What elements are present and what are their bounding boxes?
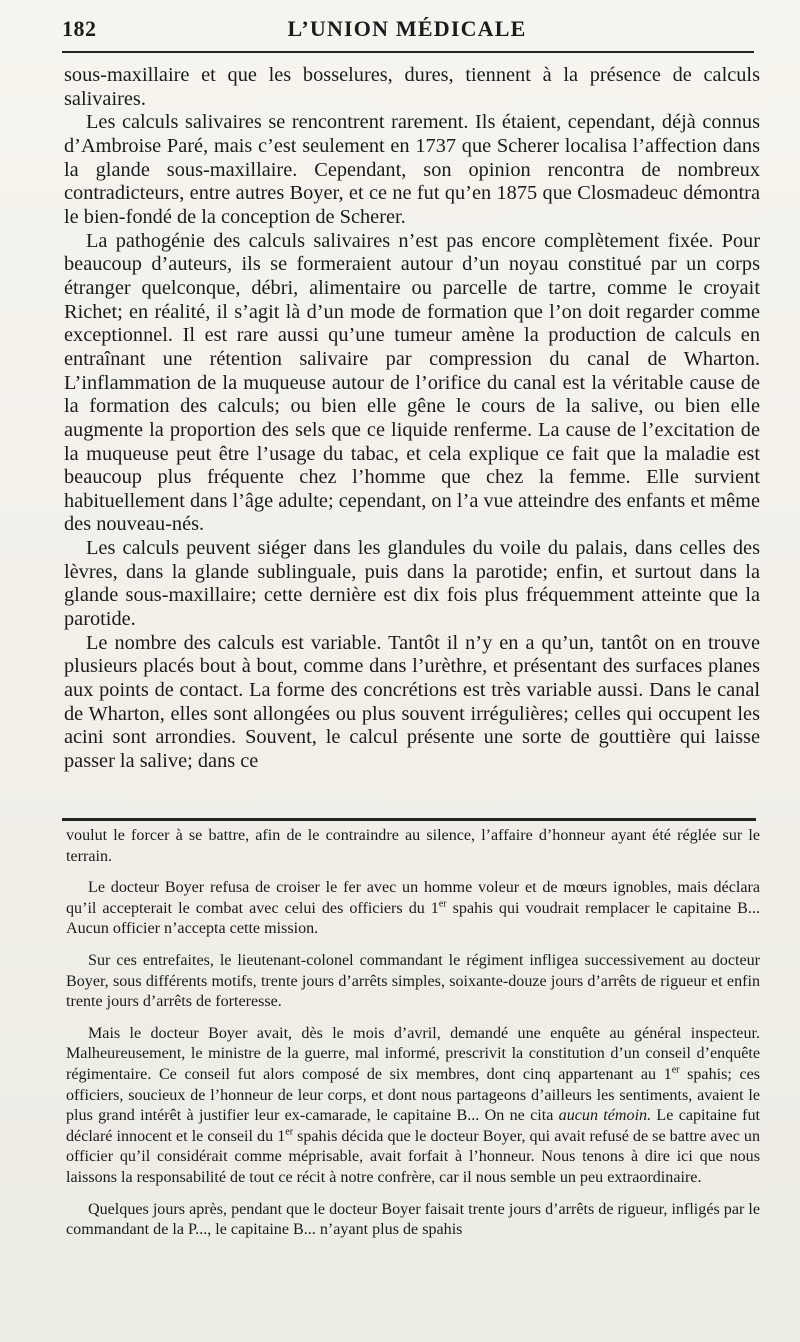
feuilleton-text-run: Mais le docteur Boyer avait, dès le mois d’avril, demandé une enquête au général inspecteur. Malheureusement, le ministre de la guerre, mal informé, prescrivit la constitution d’un conseil d’enquête régimentaire. Ce conseil fut alors composé de six membres, dont cinq appartenant au 1: [66, 1024, 760, 1083]
article-paragraph: Les calculs salivaires se rencontrent rarement. Ils étaient, cependant, déjà connus d’Ambroise Paré, mais c’est seulement en 1737 que Scherer localisa l’affection dans la glande sous-maxillaire. Cependant, son opinion rencontra de nombreux contradicteurs, entre autres Boyer, et ce ne fut qu’en 1875 que Closmadeuc démontra le bien-fondé de la conception de Scherer.: [64, 111, 760, 228]
page-number: 182: [62, 16, 97, 41]
italic-emphasis: aucun témoin.: [558, 1107, 652, 1125]
feuilleton-text-run: Le capitaine fut déclaré innocent et le conseil du 1: [66, 1107, 760, 1145]
article-paragraph: Les calculs peuvent siéger dans les glandules du voile du palais, dans celles des lèvres, dans la glande sublinguale, puis dans la parotide; enfin, et surtout dans la glande sous-maxillaire; cette dernière est dix fois plus fréquemment atteinte que la parotide.: [64, 537, 760, 631]
running-title: L’UNION MÉDICALE: [287, 16, 527, 41]
feuilleton-paragraph: Quelques jours après, pendant que le docteur Boyer faisait trente jours d’arrêts de rigueur, infligés par le commandant de la P..., le capitaine B... n’ayant plus de spahis: [66, 1200, 760, 1239]
ordinal-superscript: er: [438, 898, 447, 910]
ordinal-superscript: er: [671, 1064, 680, 1076]
feuilleton-rule: [62, 818, 756, 821]
ordinal-superscript: er: [285, 1126, 294, 1138]
feuilleton-paragraph: [66, 1024, 760, 1189]
page-header: [62, 12, 752, 50]
feuilleton-paragraph: Sur ces entrefaites, le lieutenant-colonel commandant le régiment infligea successivement au docteur Boyer, sous différents motifs, trente jours d’arrêts simples, soixante-douze jours d’arrêts de rigueur et enfin trente jours d’arrêts de forteresse.: [66, 951, 760, 1011]
feuilleton-text-run: spahis; ces officiers, soucieux de l’honneur de leur corps, et dont nous partageons d’ailleurs les sentiments, avaient le plus grand intérêt à justifier leur ex-camarade, le capitaine B... On ne cita: [66, 1065, 760, 1125]
feuilleton-text-run: spahis qui voudrait remplacer le capitaine B... Aucun officier n’accepta cette mission.: [66, 899, 760, 938]
feuilleton-paragraph: voulut le forcer à se battre, afin de le contraindre au silence, l’affaire d’honneur ayant été réglée sur le terrain.: [66, 827, 760, 865]
feuilleton-paragraph: [66, 878, 760, 940]
article-paragraph: sous-maxillaire et que les bosselures, dures, tiennent à la présence de calculs salivaires.: [64, 64, 760, 110]
feuilleton-text-run: spahis décida que le docteur Boyer, qui avait refusé de se battre avec un officier qu’il considérait comme méprisable, avait forfait à l’honneur. Nous tenons à dire ici que nous laissons la responsabilité de tout ce récit à notre confrère, car il nous semble un peu extraordinaire.: [66, 1127, 760, 1186]
header-rule: [62, 51, 754, 53]
article-paragraph: Le nombre des calculs est variable. Tantôt il n’y en a qu’un, tantôt on en trouve plusieurs placés bout à bout, comme dans l’urèthre, et présentant des surfaces planes aux points de contact. La forme des concrétions est très variable aussi. Dans le canal de Wharton, elles sont allongées ou plus souvent irrégulières; celles qui occupent les acini sont arrondies. Souvent, le calcul présente une sorte de gouttière qui laisse passer la salive; dans ce: [64, 631, 760, 773]
feuilleton-text-run: Le docteur Boyer refusa de croiser le fer avec un homme voleur et de mœurs ignobles, mais déclara qu’il accepterait le combat avec celui des officiers du 1: [66, 879, 760, 917]
article-paragraph: La pathogénie des calculs salivaires n’est pas encore complètement fixée. Pour beaucoup d’auteurs, ils se formeraient autour d’un noyau constitué par un corps étranger quelconque, débri, alimentaire ou parcelle de tartre, comme le croyait Richet; en réalité, il s’agit là d’un mode de formation que l’on doit regarder comme exceptionnel. Il est rare aussi qu’une tumeur amène la production de calculs en entraînant une rétention salivaire par compression du canal de Wharton. L’inflammation de la muqueuse autour de l’orifice du canal est la véritable cause de la formation des calculs; ou bien elle gêne le cours de la salive, ou bien elle augmente la proportion des sels que ce liquide renferme. La cause de l’excitation de la muqueuse peut être l’usage du tabac, et cela explique ce fait que la maladie est beaucoup plus fréquente chez l’homme que chez la femme. Elle survient habituellement dans l’âge adulte; cependant, on l’a vue atteindre des enfants et même des nouveau-nés.: [64, 229, 760, 536]
feuilleton-text: [66, 826, 760, 1241]
main-article-text: [64, 64, 760, 774]
